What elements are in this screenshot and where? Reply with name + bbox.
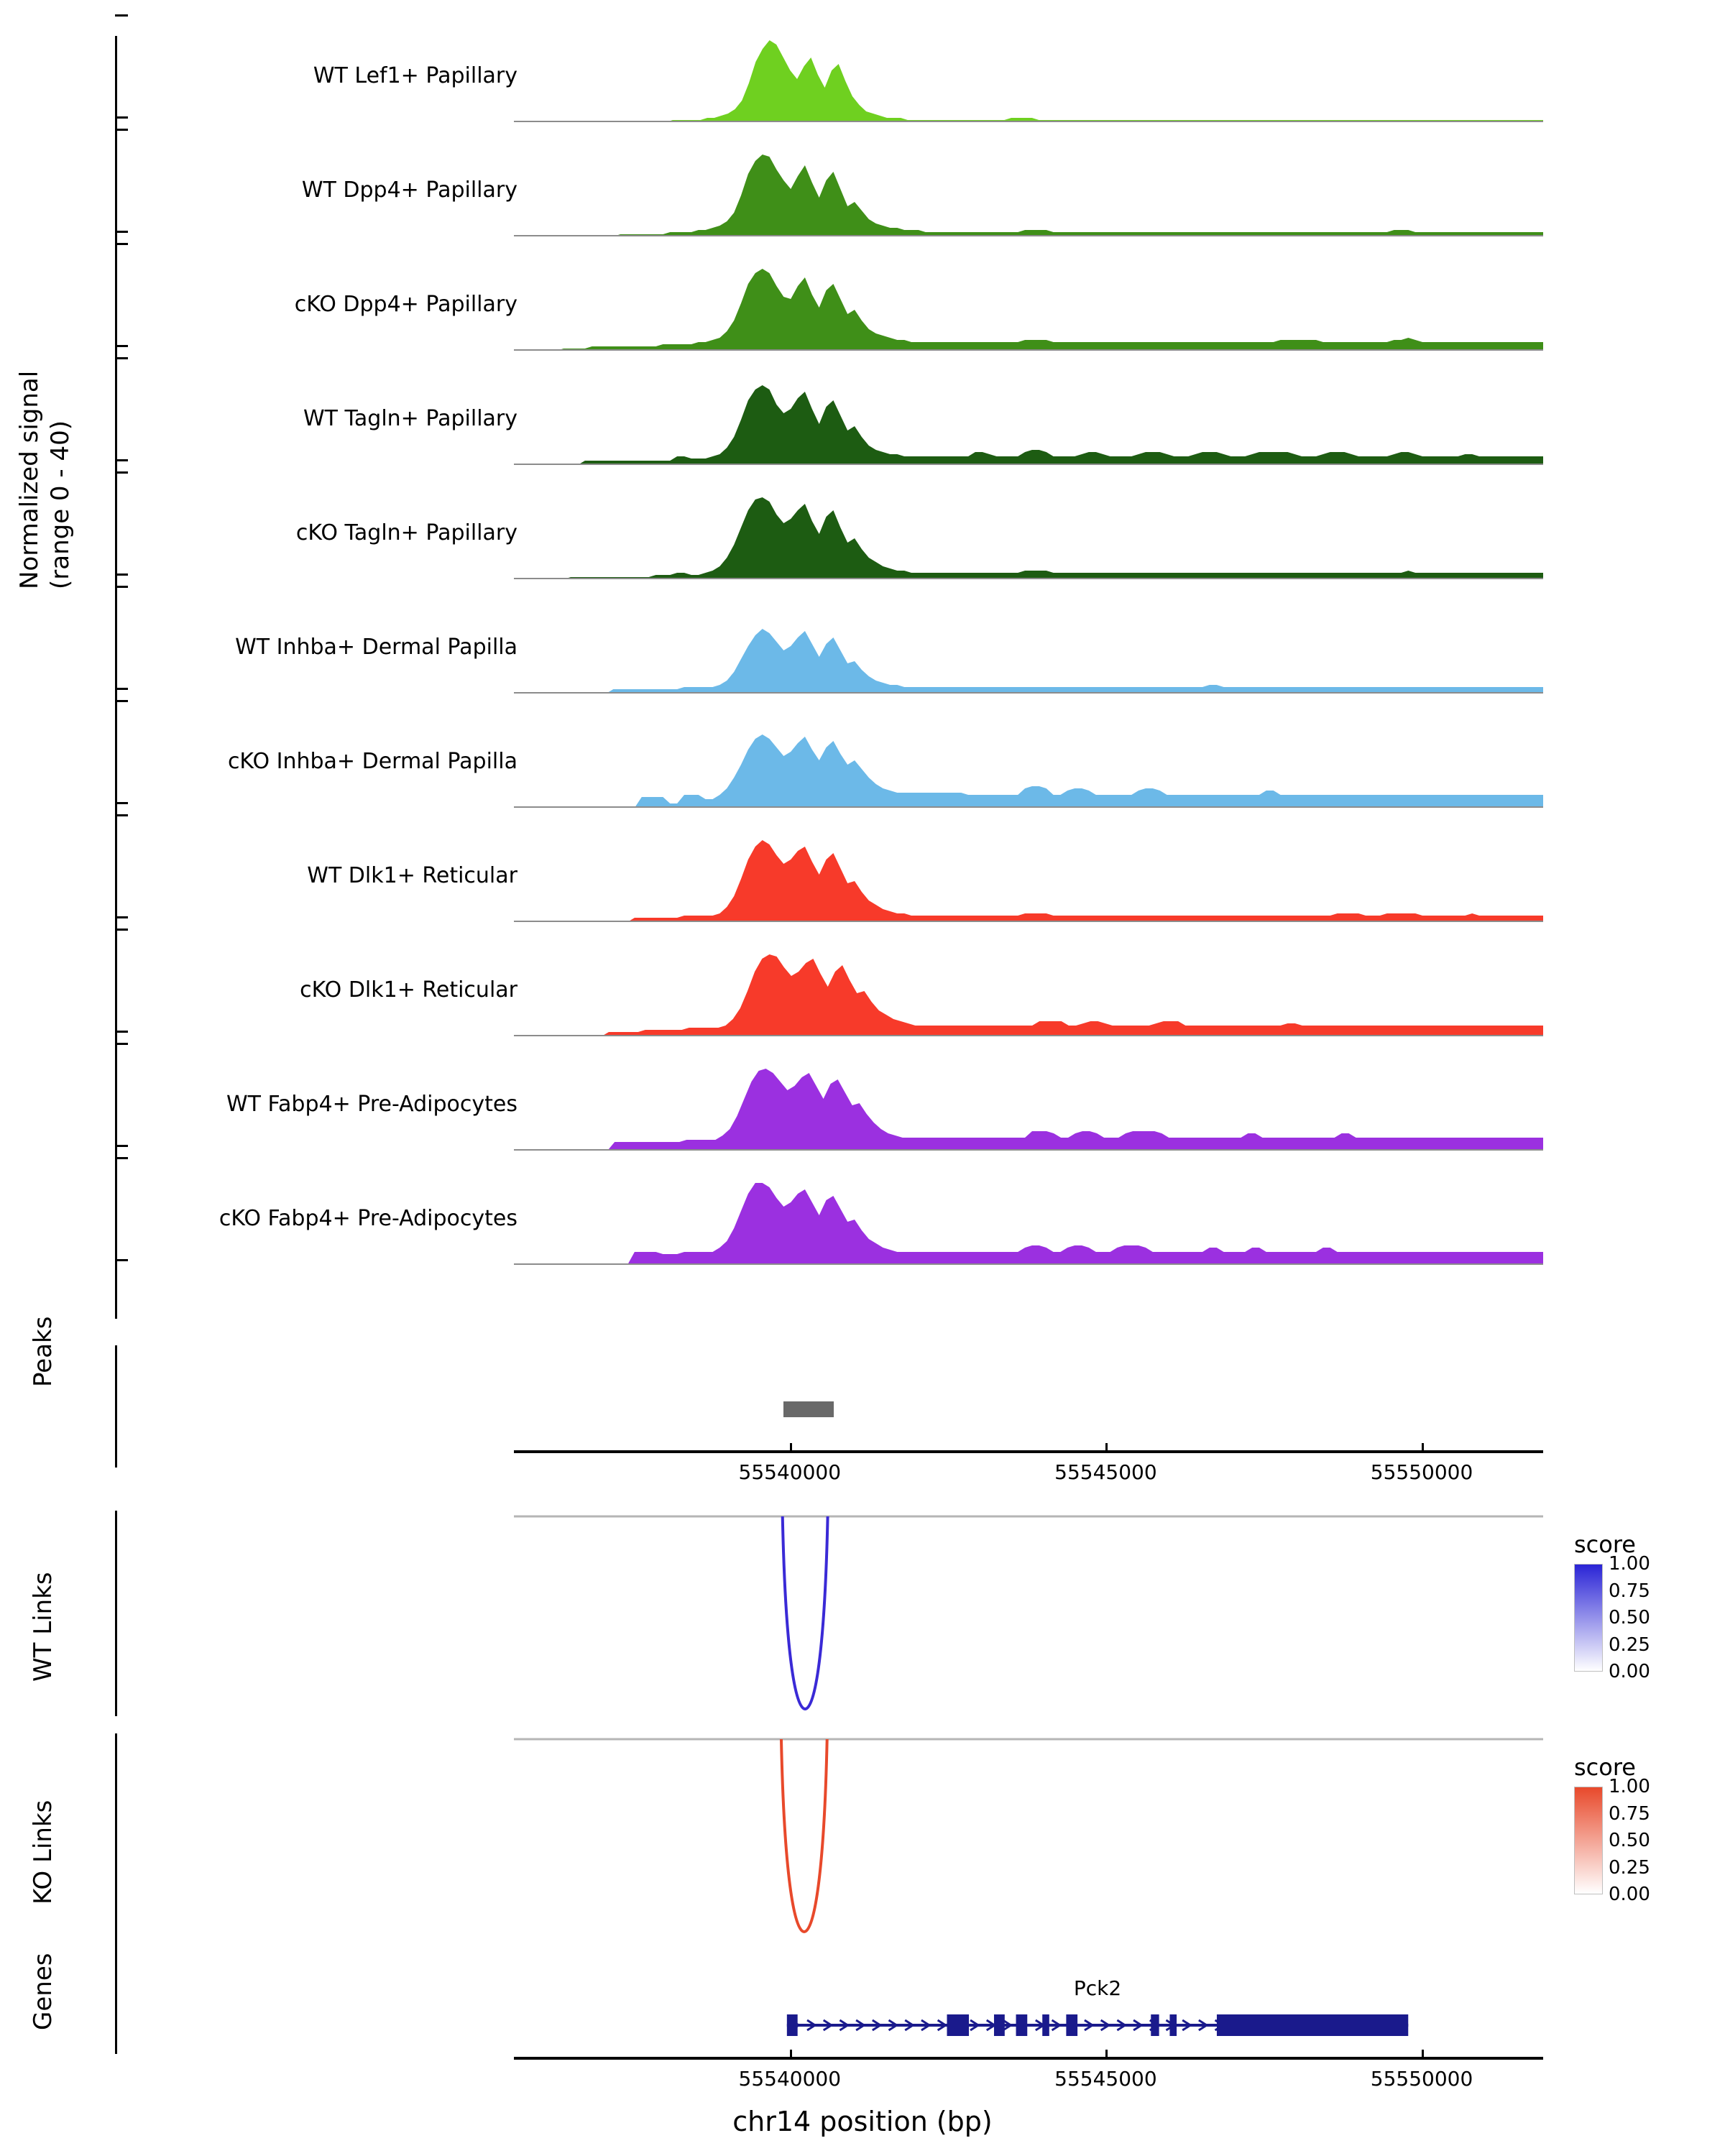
y-axis-tick <box>115 231 128 233</box>
track-label: WT Tagln+ Papillary <box>303 406 518 431</box>
signal-track-plot <box>514 836 1543 922</box>
y-axis-tick <box>115 802 128 804</box>
axis-tick <box>1422 1443 1424 1452</box>
wt-links-axis-spine <box>115 1511 117 1716</box>
y-axis-label-line2: (range 0 - 40) <box>45 420 75 589</box>
y-axis-tick <box>115 1259 128 1261</box>
genes-panel-label: Genes <box>29 1953 58 2030</box>
signal-track-plot <box>514 264 1543 351</box>
signal-track-plot <box>514 950 1543 1036</box>
track-label: WT Fabp4+ Pre-Adipocytes <box>226 1092 518 1117</box>
signal-track-plot <box>514 379 1543 465</box>
y-axis-tick <box>115 1043 128 1045</box>
axis-tick-label: 55545000 <box>1054 1460 1157 1484</box>
signal-track-plot <box>514 36 1543 122</box>
y-axis-tick <box>115 243 128 245</box>
wt-links-label: WT Links <box>29 1572 58 1682</box>
genes-axis-spine <box>115 1906 117 2054</box>
signal-track-plot <box>514 1179 1543 1265</box>
genome-axis-bottom <box>0 2057 1725 2100</box>
legend-tick-label: 0.50 <box>1609 1607 1650 1628</box>
y-axis-tick <box>115 573 128 576</box>
gene-model-plot <box>514 1897 1543 2063</box>
axis-tick-label: 55545000 <box>1054 2067 1157 2091</box>
y-axis-tick <box>115 1031 128 1033</box>
signal-track-plot <box>514 150 1543 236</box>
track-label: cKO Inhba+ Dermal Papilla <box>227 749 518 774</box>
y-axis-tick <box>115 586 128 588</box>
legend-tick-label: 0.25 <box>1609 1634 1650 1656</box>
wt-links-plot <box>514 1502 1543 1725</box>
legend-color-bar <box>1574 1787 1603 1894</box>
axis-line <box>514 1450 1543 1453</box>
track-label: cKO Dlk1+ Reticular <box>300 977 518 1003</box>
y-axis-tick <box>115 471 128 474</box>
axis-tick <box>1105 2050 1108 2058</box>
x-axis-label: chr14 position (bp) <box>732 2106 993 2137</box>
axis-tick-label: 55550000 <box>1370 2067 1473 2091</box>
peak-region[interactable] <box>783 1401 834 1417</box>
legend-tick-label: 0.25 <box>1609 1856 1650 1879</box>
y-axis-tick <box>115 814 128 816</box>
legend-tick-labels <box>1609 1553 1695 1682</box>
axis-tick <box>790 1443 792 1452</box>
peaks-panel-label: Peaks <box>29 1316 58 1387</box>
signal-track-plot <box>514 1064 1543 1151</box>
legend-tick-label: 1.00 <box>1609 1776 1650 1797</box>
y-axis-label <box>14 370 75 589</box>
track-label: WT Lef1+ Papillary <box>313 63 518 88</box>
axis-tick-label: 55540000 <box>738 2067 842 2091</box>
legend-tick-label: 1.00 <box>1609 1553 1650 1575</box>
legend-title: score <box>1574 1531 1636 1558</box>
legend-title: score <box>1574 1754 1636 1781</box>
track-label: cKO Fabp4+ Pre-Adipocytes <box>218 1206 518 1231</box>
track-label: cKO Dpp4+ Papillary <box>294 292 518 317</box>
axis-line <box>514 2057 1543 2060</box>
y-axis-label-line1: Normalized signal <box>15 370 44 589</box>
y-axis-tick <box>115 345 128 347</box>
axis-tick-label: 55550000 <box>1370 1460 1473 1484</box>
axis-tick <box>1422 2050 1424 2058</box>
ko-links-label: KO Links <box>29 1800 58 1904</box>
track-label: WT Inhba+ Dermal Papilla <box>235 635 518 660</box>
y-axis-tick <box>115 116 128 119</box>
axis-tick-label: 55540000 <box>738 1460 842 1484</box>
signal-track-plot <box>514 722 1543 808</box>
y-axis-tick <box>115 357 128 359</box>
y-axis-tick <box>115 929 128 931</box>
track-label: cKO Tagln+ Papillary <box>295 520 518 545</box>
legend-tick-label: 0.00 <box>1609 1661 1650 1682</box>
y-axis-tick <box>115 129 128 131</box>
y-axis-tick <box>115 1157 128 1159</box>
legend-color-bar <box>1574 1564 1603 1672</box>
track-label: WT Dlk1+ Reticular <box>307 863 518 888</box>
y-axis-tick <box>115 459 128 461</box>
signal-axis-spine <box>115 36 117 1319</box>
y-axis-tick <box>115 1145 128 1147</box>
axis-tick <box>1105 1443 1108 1452</box>
y-axis-tick <box>115 14 128 17</box>
genes-panel <box>0 1897 1725 2063</box>
genome-axis-top <box>0 1450 1725 1493</box>
signal-track-plot <box>514 493 1543 579</box>
score-legend <box>1574 1754 1725 1905</box>
track-label: WT Dpp4+ Papillary <box>301 178 518 203</box>
y-axis-tick <box>115 916 128 918</box>
axis-tick <box>790 2050 792 2058</box>
y-axis-tick <box>115 688 128 690</box>
score-legend <box>1574 1531 1725 1682</box>
legend-tick-label: 0.00 <box>1609 1884 1650 1905</box>
peaks-axis-spine <box>115 1345 117 1468</box>
gene-name-label: Pck2 <box>1073 1976 1122 2000</box>
signal-track-plot <box>514 607 1543 694</box>
legend-tick-label: 0.75 <box>1609 1580 1650 1602</box>
legend-tick-label: 0.75 <box>1609 1802 1650 1825</box>
legend-tick-label: 0.50 <box>1609 1830 1650 1851</box>
wt-links-panel <box>0 1502 1725 1725</box>
legend-tick-labels <box>1609 1776 1695 1905</box>
y-axis-tick <box>115 700 128 702</box>
